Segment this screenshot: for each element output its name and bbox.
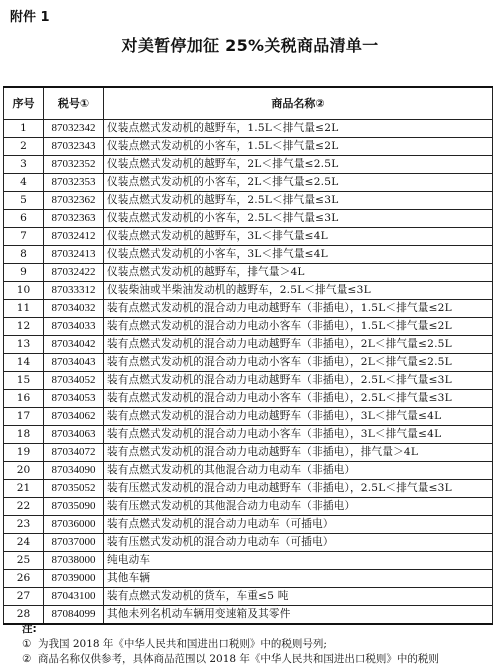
cell-product-name: 其他车辆 — [104, 570, 493, 588]
cell-product-name: 仪装点燃式发动机的小客车，1.5L＜排气量≤2L — [104, 138, 493, 156]
cell-product-name: 仪装点燃式发动机的越野车，1.5L＜排气量≤2L — [104, 120, 493, 138]
cell-product-name: 仪装点燃式发动机的越野车，排气量＞4L — [104, 264, 493, 282]
cell-tariff-code: 87032353 — [44, 174, 104, 192]
cell-tariff-code: 87032412 — [44, 228, 104, 246]
cell-tariff-code: 87043100 — [44, 588, 104, 606]
cell-product-name: 装有压燃式发动机的混合动力电动越野车（非插电），2.5L＜排气量≤3L — [104, 480, 493, 498]
table-row — [4, 408, 493, 426]
note-text: 商品名称仅供参考，具体商品范围以 2018 年《中华人民共和国进出口税则》中的税则 — [38, 653, 439, 665]
cell-serial-number: 20 — [4, 462, 44, 480]
cell-serial-number: 11 — [4, 300, 44, 318]
cell-tariff-code: 87035090 — [44, 498, 104, 516]
cell-serial-number: 21 — [4, 480, 44, 498]
cell-product-name: 装有点燃式发动机的混合动力电动越野车（非插电），1.5L＜排气量≤2L — [104, 300, 493, 318]
cell-serial-number: 22 — [4, 498, 44, 516]
cell-tariff-code: 87035052 — [44, 480, 104, 498]
cell-tariff-code: 87036000 — [44, 516, 104, 534]
header-tariff-code: 税号① — [44, 87, 104, 120]
cell-tariff-code: 87034052 — [44, 372, 104, 390]
cell-serial-number: 7 — [4, 228, 44, 246]
cell-serial-number: 17 — [4, 408, 44, 426]
cell-serial-number: 5 — [4, 192, 44, 210]
cell-product-name: 装有点燃式发动机的混合动力电动小客车（非插电），2.5L＜排气量≤3L — [104, 390, 493, 408]
cell-product-name: 装有点燃式发动机的混合动力电动越野车（非插电），2L＜排气量≤2.5L — [104, 336, 493, 354]
table-row — [4, 210, 493, 228]
table-row — [4, 156, 493, 174]
table-row — [4, 534, 493, 552]
cell-tariff-code: 87032422 — [44, 264, 104, 282]
cell-tariff-code: 87034090 — [44, 462, 104, 480]
table-row — [4, 300, 493, 318]
cell-product-name: 装有点燃式发动机的混合动力电动越野车（非插电），2.5L＜排气量≤3L — [104, 372, 493, 390]
table-row — [4, 174, 493, 192]
cell-tariff-code: 87038000 — [44, 552, 104, 570]
note-item — [22, 652, 492, 667]
cell-product-name: 装有点燃式发动机的其他混合动力电动车（非插电） — [104, 462, 493, 480]
cell-product-name: 装有点燃式发动机的混合动力电动小客车（非插电），2L＜排气量≤2.5L — [104, 354, 493, 372]
table-row — [4, 516, 493, 534]
cell-serial-number: 26 — [4, 570, 44, 588]
cell-serial-number: 3 — [4, 156, 44, 174]
cell-product-name: 装有点燃式发动机的混合动力电动越野车（非插电），3L＜排气量≤4L — [104, 408, 493, 426]
table-row — [4, 462, 493, 480]
cell-serial-number: 19 — [4, 444, 44, 462]
cell-tariff-code: 87032342 — [44, 120, 104, 138]
cell-tariff-code: 87034042 — [44, 336, 104, 354]
cell-serial-number: 6 — [4, 210, 44, 228]
document-title: 对美暂停加征 25%关税商品清单一 — [121, 36, 379, 55]
cell-tariff-code: 87034032 — [44, 300, 104, 318]
cell-serial-number: 12 — [4, 318, 44, 336]
table-row — [4, 246, 493, 264]
cell-serial-number: 24 — [4, 534, 44, 552]
note-marker: ② — [22, 653, 32, 665]
cell-tariff-code: 87032343 — [44, 138, 104, 156]
cell-product-name: 装有点燃式发动机的混合动力电动车（可插电） — [104, 516, 493, 534]
cell-product-name: 装有点燃式发动机的货车，车重≤5 吨 — [104, 588, 493, 606]
header-serial-number: 序号 — [4, 87, 44, 120]
cell-product-name: 仪装点燃式发动机的小客车，2L＜排气量≤2.5L — [104, 174, 493, 192]
note-marker: ① — [22, 638, 32, 650]
cell-tariff-code: 87032363 — [44, 210, 104, 228]
cell-product-name: 纯电动车 — [104, 552, 493, 570]
cell-serial-number: 9 — [4, 264, 44, 282]
note-item — [22, 637, 492, 652]
cell-product-name: 仪装点燃式发动机的小客车，3L＜排气量≤4L — [104, 246, 493, 264]
header-product-name: 商品名称② — [104, 87, 493, 120]
cell-tariff-code: 87032352 — [44, 156, 104, 174]
attachment-label: 附件 1 — [10, 10, 50, 25]
cell-serial-number: 13 — [4, 336, 44, 354]
cell-product-name: 装有点燃式发动机的混合动力电动小客车（非插电），3L＜排气量≤4L — [104, 426, 493, 444]
cell-product-name: 仪装点燃式发动机的越野车，3L＜排气量≤4L — [104, 228, 493, 246]
cell-product-name: 装有压燃式发动机的其他混合动力电动车（非插电） — [104, 498, 493, 516]
table-row — [4, 372, 493, 390]
cell-product-name: 仪装点燃式发动机的越野车，2L＜排气量≤2.5L — [104, 156, 493, 174]
cell-tariff-code: 87034072 — [44, 444, 104, 462]
cell-serial-number: 10 — [4, 282, 44, 300]
tariff-list-table — [3, 86, 493, 625]
table-row — [4, 336, 493, 354]
cell-serial-number: 4 — [4, 174, 44, 192]
footnotes — [22, 622, 492, 667]
cell-tariff-code: 87037000 — [44, 534, 104, 552]
cell-serial-number: 8 — [4, 246, 44, 264]
cell-serial-number: 1 — [4, 120, 44, 138]
cell-product-name: 仪装点燃式发动机的越野车，2.5L＜排气量≤3L — [104, 192, 493, 210]
cell-tariff-code: 87034043 — [44, 354, 104, 372]
cell-serial-number: 23 — [4, 516, 44, 534]
table-row — [4, 552, 493, 570]
cell-tariff-code: 87032413 — [44, 246, 104, 264]
table-row — [4, 570, 493, 588]
table-row — [4, 426, 493, 444]
cell-serial-number: 27 — [4, 588, 44, 606]
table-row — [4, 318, 493, 336]
note-text: 为我国 2018 年《中华人民共和国进出口税则》中的税则号列; — [38, 638, 327, 650]
cell-tariff-code: 87039000 — [44, 570, 104, 588]
cell-product-name: 其他未列名机动车辆用变速箱及其零件 — [104, 606, 493, 625]
cell-tariff-code: 87034053 — [44, 390, 104, 408]
cell-tariff-code: 87034062 — [44, 408, 104, 426]
table-row — [4, 588, 493, 606]
table-row — [4, 264, 493, 282]
table-row — [4, 444, 493, 462]
cell-product-name: 仪装点燃式发动机的小客车，2.5L＜排气量≤3L — [104, 210, 493, 228]
cell-tariff-code: 87084099 — [44, 606, 104, 625]
table-row — [4, 354, 493, 372]
cell-product-name: 仪装柴油或半柴油发动机的越野车，2.5L＜排气量≤3L — [104, 282, 493, 300]
table-row — [4, 192, 493, 210]
cell-product-name: 装有点燃式发动机的混合动力电动小客车（非插电），1.5L＜排气量≤2L — [104, 318, 493, 336]
cell-serial-number: 16 — [4, 390, 44, 408]
table-row — [4, 228, 493, 246]
cell-serial-number: 15 — [4, 372, 44, 390]
cell-tariff-code: 87034033 — [44, 318, 104, 336]
cell-tariff-code: 87032362 — [44, 192, 104, 210]
table-row — [4, 390, 493, 408]
cell-serial-number: 25 — [4, 552, 44, 570]
table-row — [4, 120, 493, 138]
table-header-row — [4, 87, 493, 120]
cell-product-name: 装有点燃式发动机的混合动力电动越野车（非插电），排气量＞4L — [104, 444, 493, 462]
cell-serial-number: 14 — [4, 354, 44, 372]
table-row — [4, 498, 493, 516]
cell-tariff-code: 87034063 — [44, 426, 104, 444]
table-row — [4, 282, 493, 300]
cell-serial-number: 18 — [4, 426, 44, 444]
table-row — [4, 480, 493, 498]
cell-product-name: 装有压燃式发动机的混合动力电动车（可插电） — [104, 534, 493, 552]
table-row — [4, 138, 493, 156]
notes-heading: 注: — [22, 623, 37, 635]
cell-serial-number: 28 — [4, 606, 44, 625]
cell-tariff-code: 87033312 — [44, 282, 104, 300]
cell-serial-number: 2 — [4, 138, 44, 156]
